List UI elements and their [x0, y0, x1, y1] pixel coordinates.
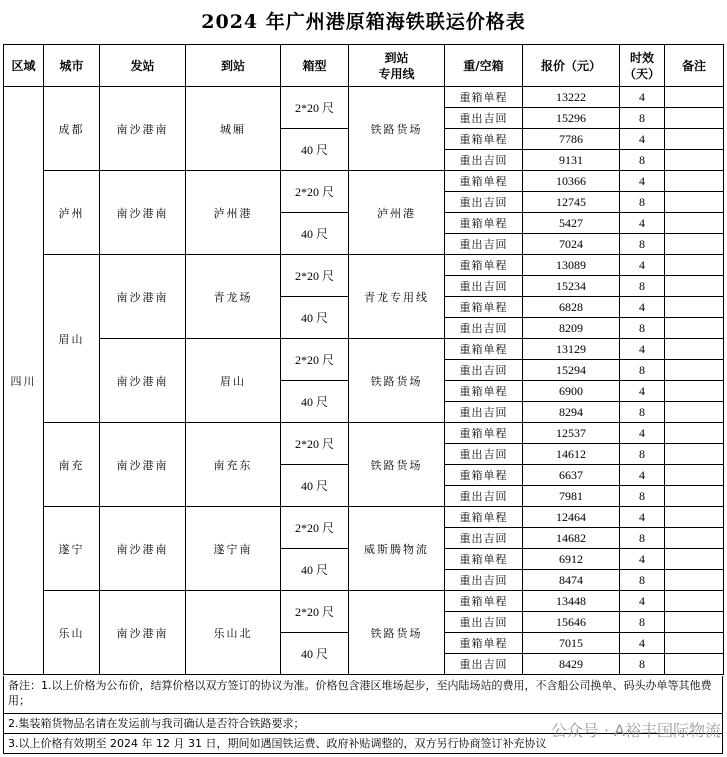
load-type-cell: 重箱单程	[445, 381, 523, 402]
from-station-cell: 南沙港南	[100, 255, 186, 339]
note-3: 3.以上价格有效期至 2024 年 12 月 31 日，期间如遇国铁运费、政府补贴调整的，双方另行协商签订补充协议	[3, 734, 723, 754]
days-cell: 4	[620, 87, 665, 108]
price-cell: 5427	[523, 213, 620, 234]
city-cell: 泸州	[44, 171, 100, 255]
days-cell: 8	[620, 150, 665, 171]
price-cell: 15296	[523, 108, 620, 129]
remark-cell	[665, 465, 724, 486]
to-station-cell: 泸州港	[186, 171, 281, 255]
container-type-cell: 2*20 尺	[281, 87, 349, 129]
load-type-cell: 重出吉回	[445, 276, 523, 297]
to-station-cell: 眉山	[186, 339, 281, 423]
price-cell: 13222	[523, 87, 620, 108]
header-cell: 发站	[100, 45, 186, 87]
price-cell: 13089	[523, 255, 620, 276]
price-cell: 6828	[523, 297, 620, 318]
watermark: 公众号 · A裕丰国际物流	[550, 721, 721, 740]
days-cell: 4	[620, 255, 665, 276]
days-cell: 4	[620, 339, 665, 360]
days-cell: 4	[620, 297, 665, 318]
dedicated-line-cell: 铁路货场	[349, 423, 445, 507]
price-cell: 6637	[523, 465, 620, 486]
container-type-cell: 2*20 尺	[281, 507, 349, 549]
load-type-cell: 重出吉回	[445, 654, 523, 675]
load-type-cell: 重箱单程	[445, 507, 523, 528]
header-cell: 时效 （天）	[620, 45, 665, 87]
price-cell: 7024	[523, 234, 620, 255]
to-station-cell: 乐山北	[186, 591, 281, 675]
price-cell: 15646	[523, 612, 620, 633]
days-cell: 8	[620, 318, 665, 339]
remark-cell	[665, 549, 724, 570]
remark-cell	[665, 444, 724, 465]
remark-cell	[665, 633, 724, 654]
days-cell: 4	[620, 213, 665, 234]
price-cell: 12537	[523, 423, 620, 444]
load-type-cell: 重出吉回	[445, 360, 523, 381]
from-station-cell: 南沙港南	[100, 171, 186, 255]
note-1: 备注：1.以上价格为公布价，结算价格以双方签订的协议为准。价格包含港区堆场起步，至内陆场站的费用，不含船公司换单、码头办单等其他费用；	[3, 676, 723, 714]
to-station-cell: 青龙场	[186, 255, 281, 339]
price-cell: 13448	[523, 591, 620, 612]
dedicated-line-cell: 泸州港	[349, 171, 445, 255]
days-cell: 4	[620, 381, 665, 402]
price-cell: 15234	[523, 276, 620, 297]
header-cell: 城市	[44, 45, 100, 87]
days-cell: 8	[620, 486, 665, 507]
load-type-cell: 重出吉回	[445, 150, 523, 171]
dedicated-line-cell: 铁路货场	[349, 591, 445, 675]
price-cell: 7981	[523, 486, 620, 507]
header-row	[4, 45, 724, 87]
header-cell: 区域	[4, 45, 44, 87]
city-cell: 南充	[44, 423, 100, 507]
remark-cell	[665, 129, 724, 150]
days-cell: 8	[620, 276, 665, 297]
load-type-cell: 重出吉回	[445, 402, 523, 423]
load-type-cell: 重箱单程	[445, 87, 523, 108]
load-type-cell: 重出吉回	[445, 612, 523, 633]
load-type-cell: 重出吉回	[445, 108, 523, 129]
load-type-cell: 重出吉回	[445, 192, 523, 213]
price-cell: 8429	[523, 654, 620, 675]
price-cell: 8294	[523, 402, 620, 423]
remark-cell	[665, 255, 724, 276]
from-station-cell: 南沙港南	[100, 87, 186, 171]
table-row	[4, 507, 724, 528]
from-station-cell: 南沙港南	[100, 507, 186, 591]
table-row	[4, 255, 724, 276]
load-type-cell: 重箱单程	[445, 591, 523, 612]
table-row	[4, 171, 724, 192]
remark-cell	[665, 213, 724, 234]
remark-cell	[665, 486, 724, 507]
remark-cell	[665, 360, 724, 381]
remark-cell	[665, 423, 724, 444]
container-type-cell: 40 尺	[281, 297, 349, 339]
table-row	[4, 423, 724, 444]
load-type-cell: 重箱单程	[445, 549, 523, 570]
container-type-cell: 40 尺	[281, 129, 349, 171]
load-type-cell: 重箱单程	[445, 213, 523, 234]
load-type-cell: 重箱单程	[445, 297, 523, 318]
load-type-cell: 重出吉回	[445, 234, 523, 255]
days-cell: 4	[620, 171, 665, 192]
remark-cell	[665, 381, 724, 402]
remark-cell	[665, 234, 724, 255]
price-cell: 15294	[523, 360, 620, 381]
days-cell: 4	[620, 507, 665, 528]
header-cell: 备注	[665, 45, 724, 87]
from-station-cell: 南沙港南	[100, 339, 186, 423]
load-type-cell: 重箱单程	[445, 129, 523, 150]
price-cell: 6912	[523, 549, 620, 570]
header-cell: 到站 专用线	[349, 45, 445, 87]
city-cell: 成都	[44, 87, 100, 171]
days-cell: 8	[620, 360, 665, 381]
price-cell: 14682	[523, 528, 620, 549]
price-cell: 6900	[523, 381, 620, 402]
from-station-cell: 南沙港南	[100, 591, 186, 675]
remark-cell	[665, 318, 724, 339]
load-type-cell: 重箱单程	[445, 465, 523, 486]
days-cell: 8	[620, 234, 665, 255]
notes	[3, 676, 723, 754]
days-cell: 8	[620, 528, 665, 549]
days-cell: 8	[620, 570, 665, 591]
price-cell: 7015	[523, 633, 620, 654]
dedicated-line-cell: 威斯腾物流	[349, 507, 445, 591]
price-cell: 8209	[523, 318, 620, 339]
container-type-cell: 40 尺	[281, 381, 349, 423]
load-type-cell: 重出吉回	[445, 570, 523, 591]
days-cell: 4	[620, 465, 665, 486]
price-cell: 10366	[523, 171, 620, 192]
remark-cell	[665, 402, 724, 423]
price-cell: 13129	[523, 339, 620, 360]
remark-cell	[665, 339, 724, 360]
dedicated-line-cell: 铁路货场	[349, 87, 445, 171]
load-type-cell: 重箱单程	[445, 171, 523, 192]
remark-cell	[665, 87, 724, 108]
container-type-cell: 40 尺	[281, 633, 349, 675]
remark-cell	[665, 276, 724, 297]
header-cell: 到站	[186, 45, 281, 87]
city-cell: 遂宁	[44, 507, 100, 591]
from-station-cell: 南沙港南	[100, 423, 186, 507]
header-cell: 箱型	[281, 45, 349, 87]
days-cell: 8	[620, 444, 665, 465]
container-type-cell: 2*20 尺	[281, 255, 349, 297]
days-cell: 4	[620, 423, 665, 444]
remark-cell	[665, 507, 724, 528]
days-cell: 4	[620, 549, 665, 570]
city-cell: 乐山	[44, 591, 100, 675]
days-cell: 8	[620, 612, 665, 633]
price-cell: 12464	[523, 507, 620, 528]
price-table	[3, 44, 724, 675]
price-cell: 12745	[523, 192, 620, 213]
load-type-cell: 重箱单程	[445, 339, 523, 360]
remark-cell	[665, 612, 724, 633]
load-type-cell: 重出吉回	[445, 444, 523, 465]
days-cell: 8	[620, 654, 665, 675]
container-type-cell: 2*20 尺	[281, 171, 349, 213]
remark-cell	[665, 192, 724, 213]
city-cell: 眉山	[44, 255, 100, 423]
remark-cell	[665, 570, 724, 591]
header-cell: 报价（元）	[523, 45, 620, 87]
region-cell: 四川	[4, 87, 44, 675]
load-type-cell: 重箱单程	[445, 423, 523, 444]
remark-cell	[665, 297, 724, 318]
to-station-cell: 遂宁南	[186, 507, 281, 591]
remark-cell	[665, 150, 724, 171]
remark-cell	[665, 528, 724, 549]
remark-cell	[665, 171, 724, 192]
note-2: 2.集装箱货物品名请在发运前与我司确认是否符合铁路要求；	[3, 714, 723, 734]
to-station-cell: 南充东	[186, 423, 281, 507]
price-cell: 9131	[523, 150, 620, 171]
header-cell: 重/空箱	[445, 45, 523, 87]
container-type-cell: 2*20 尺	[281, 591, 349, 633]
dedicated-line-cell: 铁路货场	[349, 339, 445, 423]
load-type-cell: 重出吉回	[445, 318, 523, 339]
load-type-cell: 重箱单程	[445, 633, 523, 654]
container-type-cell: 2*20 尺	[281, 339, 349, 381]
table-row	[4, 87, 724, 108]
remark-cell	[665, 591, 724, 612]
remark-cell	[665, 654, 724, 675]
load-type-cell: 重出吉回	[445, 486, 523, 507]
days-cell: 8	[620, 402, 665, 423]
load-type-cell: 重出吉回	[445, 528, 523, 549]
remark-cell	[665, 108, 724, 129]
days-cell: 4	[620, 633, 665, 654]
container-type-cell: 40 尺	[281, 549, 349, 591]
table-row	[4, 339, 724, 360]
days-cell: 8	[620, 108, 665, 129]
price-cell: 14612	[523, 444, 620, 465]
dedicated-line-cell: 青龙专用线	[349, 255, 445, 339]
days-cell: 4	[620, 129, 665, 150]
days-cell: 8	[620, 192, 665, 213]
container-type-cell: 40 尺	[281, 465, 349, 507]
container-type-cell: 40 尺	[281, 213, 349, 255]
load-type-cell: 重箱单程	[445, 255, 523, 276]
price-cell: 8474	[523, 570, 620, 591]
price-cell: 7786	[523, 129, 620, 150]
container-type-cell: 2*20 尺	[281, 423, 349, 465]
table-title: 2024 年广州港原箱海铁联运价格表	[201, 11, 526, 33]
to-station-cell: 城厢	[186, 87, 281, 171]
days-cell: 4	[620, 591, 665, 612]
table-row	[4, 591, 724, 612]
